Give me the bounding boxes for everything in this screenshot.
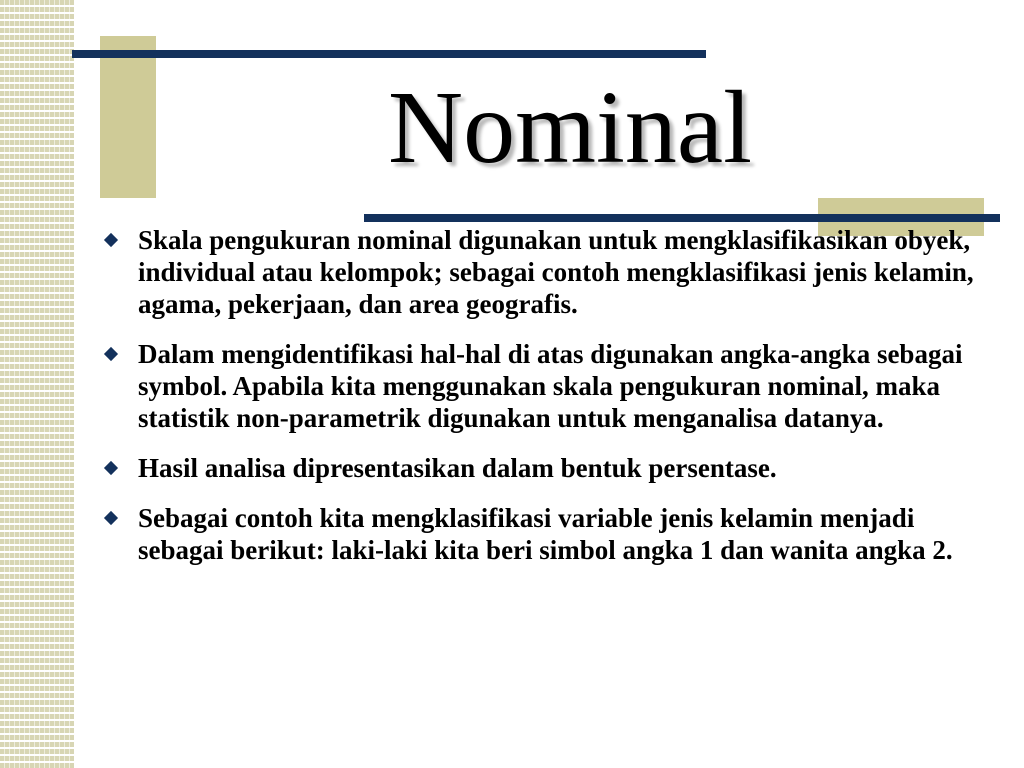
decorative-top-line	[72, 50, 706, 58]
decorative-top-block	[100, 36, 156, 198]
slide-title: Nominal	[388, 70, 752, 185]
bullet-text: Sebagai contoh kita mengklasifikasi variable jenis kelamin menjadi sebagai berikut: laki-laki kita beri simbol angka 1 dan wanita angka 2.	[138, 503, 953, 565]
bullet-text: Hasil analisa dipresentasikan dalam bentuk persentase.	[138, 453, 777, 483]
bullet-item	[100, 224, 1000, 320]
diamond-bullet-icon	[104, 461, 118, 475]
decorative-right-line	[364, 214, 1000, 222]
bullet-item	[100, 502, 1000, 566]
diamond-bullet-icon	[104, 511, 118, 525]
bullet-text: Skala pengukuran nominal digunakan untuk mengklasifikasikan obyek, individual atau kelompok; sebagai contoh mengklasifikasi jenis kelamin, agama, pekerjaan, dan area geografis.	[138, 225, 974, 319]
diamond-bullet-icon	[104, 233, 118, 247]
decorative-side-stripes	[0, 0, 74, 768]
bullet-list	[100, 224, 1000, 584]
bullet-item	[100, 452, 1000, 484]
bullet-text: Dalam mengidentifikasi hal-hal di atas digunakan angka-angka sebagai symbol. Apabila kita menggunakan skala pengukuran nominal, maka statistik non-parametrik digunakan untuk menganalisa datanya.	[138, 339, 963, 433]
diamond-bullet-icon	[104, 347, 118, 361]
bullet-item	[100, 338, 1000, 434]
